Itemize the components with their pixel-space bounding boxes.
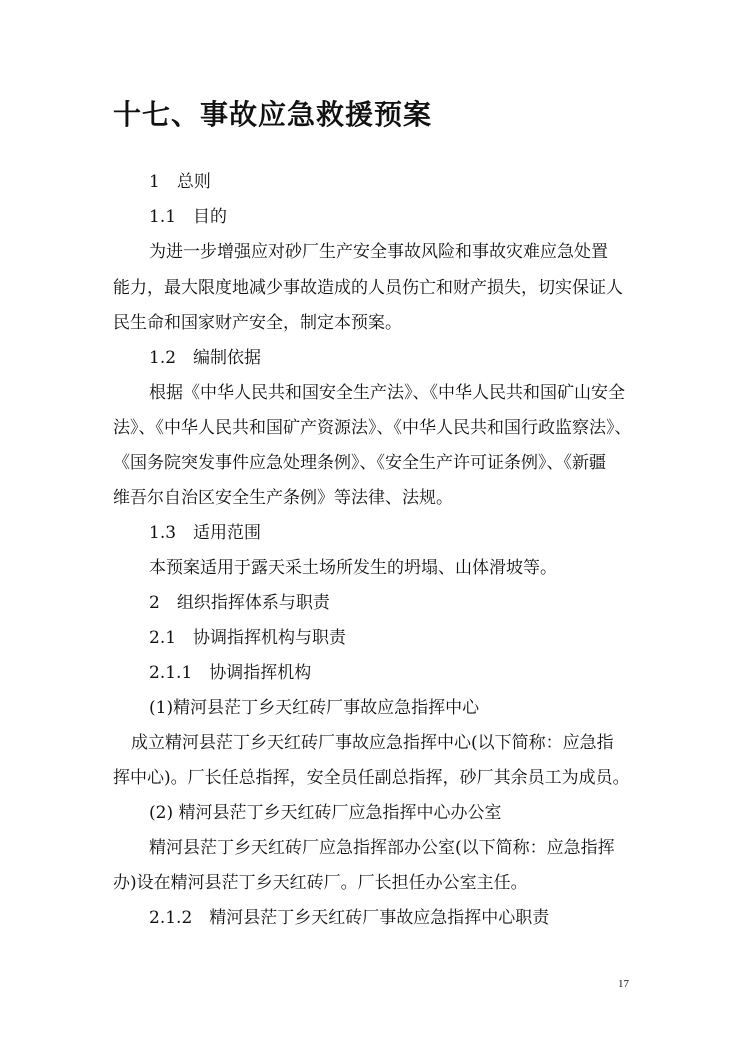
heading-1-2: 1.2 编制依据: [149, 348, 262, 368]
paragraph-line: 办)设在精河县茫丁乡天红砖厂。厂长担任办公室主任。: [113, 873, 528, 893]
paragraph-line: 法》、《中华人民共和国矿产资源法》、《中华人民共和国行政监察法》、: [113, 418, 632, 438]
paragraph-line: 维吾尔自治区安全生产条例》等法律、法规。: [113, 488, 453, 508]
paragraph-line: 民生命和国家财产安全，制定本预案。: [113, 313, 402, 333]
paragraph-line: 成立精河县茫丁乡天红砖厂事故应急指挥中心(以下简称：应急指: [131, 733, 614, 753]
heading-2-1-1: 2.1.1 协调指挥机构: [149, 663, 312, 683]
paragraph-line: 根据《中华人民共和国安全生产法》、《中华人民共和国矿山安全: [149, 383, 625, 403]
paragraph-line: 《国务院突发事件应急处理条例》、《安全生产许可证条例》、《新疆: [113, 453, 606, 473]
paragraph-line: 精河县茫丁乡天红砖厂应急指挥部办公室(以下简称：应急指挥: [149, 838, 615, 858]
heading-2-1-2: 2.1.2 精河县茫丁乡天红砖厂事故应急指挥中心职责: [149, 908, 550, 928]
page-title: 十七、事故应急救援预案: [113, 98, 433, 131]
list-item: (2) 精河县茫丁乡天红砖厂应急指挥中心办公室: [149, 803, 502, 823]
heading-2-1: 2.1 协调指挥机构与职责: [149, 628, 347, 648]
heading-2: 2 组织指挥体系与职责: [149, 593, 330, 613]
paragraph-line: 挥中心)。厂长任总指挥，安全员任副总指挥，砂厂其余员工为成员。: [113, 768, 630, 788]
paragraph-line: 为进一步增强应对砂厂生产安全事故风险和事故灾难应急处置: [149, 242, 608, 262]
paragraph-line: 本预案适用于露天采土场所发生的坍塌、山体滑坡等。: [149, 558, 557, 578]
page-number: 17: [618, 978, 629, 990]
heading-1-1: 1.1 目的: [149, 207, 228, 227]
heading-1: 1 总则: [149, 172, 211, 192]
heading-1-3: 1.3 适用范围: [149, 523, 262, 543]
paragraph-line: 能力，最大限度地减少事故造成的人员伤亡和财产损失，切实保证人: [113, 278, 623, 298]
list-item: (1)精河县茫丁乡天红砖厂事故应急指挥中心: [149, 698, 480, 718]
